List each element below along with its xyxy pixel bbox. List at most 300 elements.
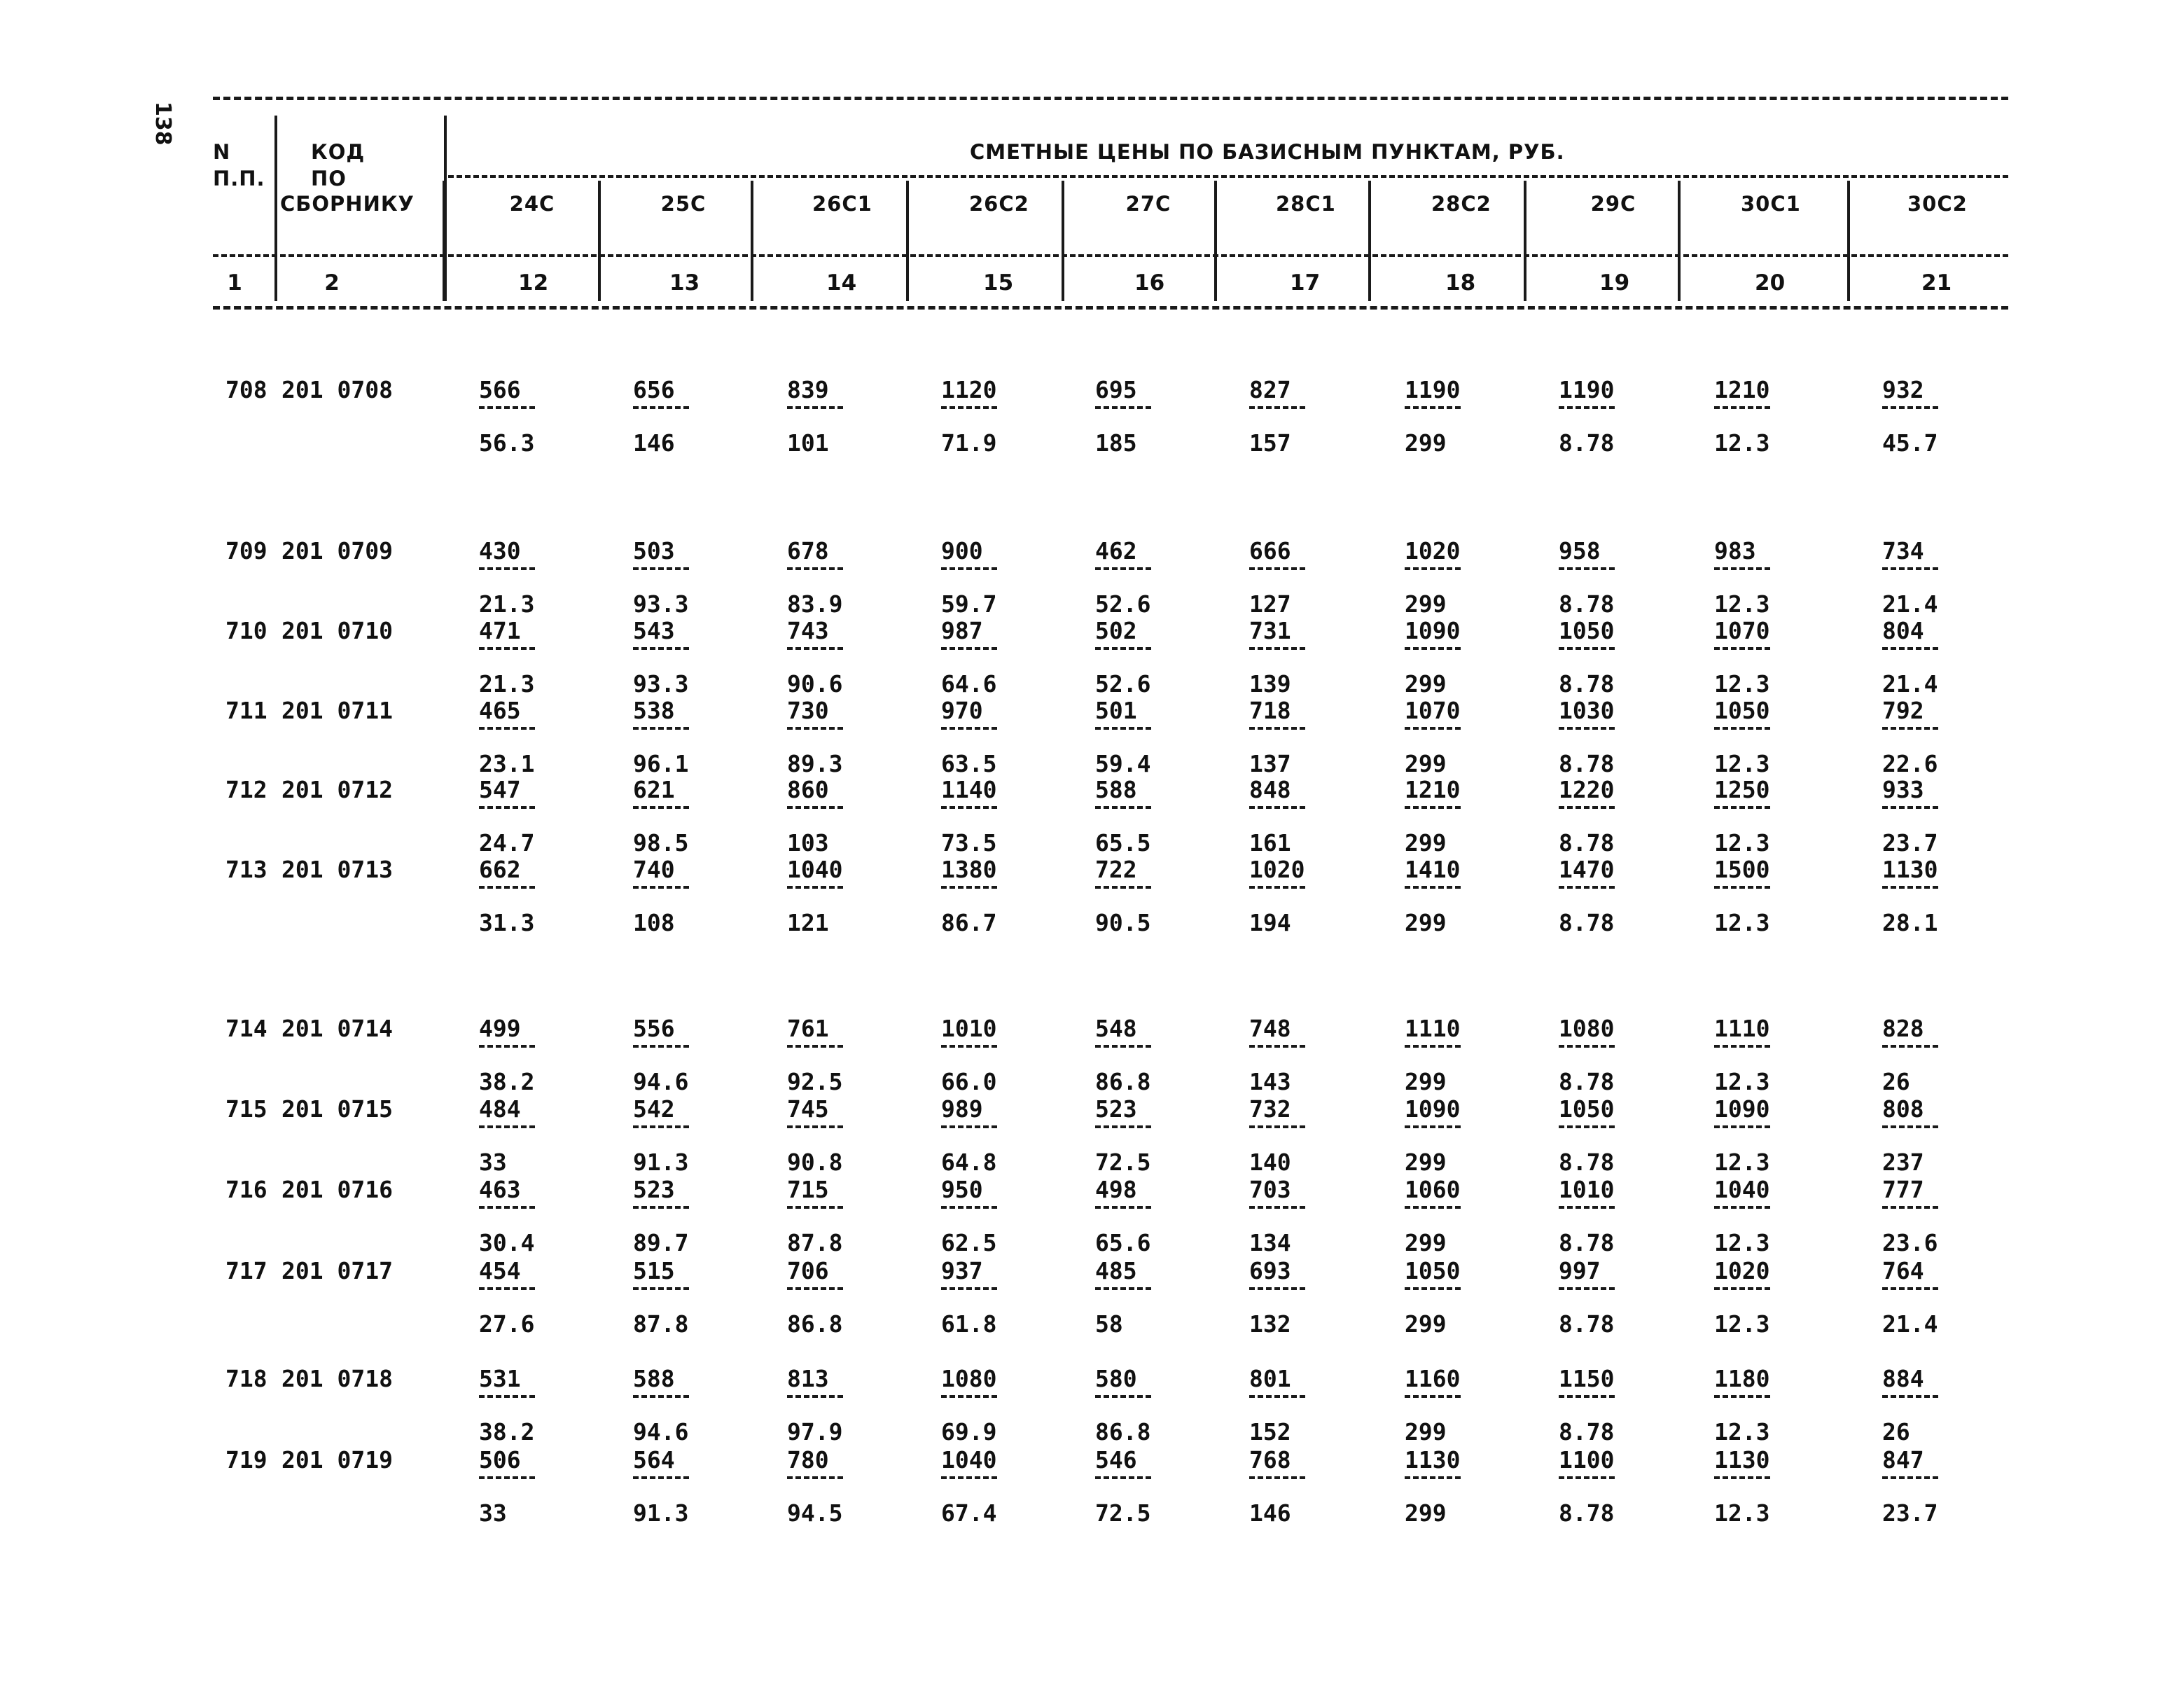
price-value: 1180: [1714, 1365, 1770, 1392]
transport-value: 12.3: [1714, 909, 1770, 936]
price-value: 580: [1095, 1365, 1137, 1392]
fraction-line: [941, 647, 997, 650]
price-value: 1380: [941, 856, 997, 883]
transport-value: 65.5: [1095, 829, 1151, 857]
row-code: 201 0718: [281, 1365, 393, 1392]
transport-value: 63.5: [941, 750, 997, 777]
fraction-line: [787, 1476, 843, 1479]
price-value: 484: [479, 1095, 521, 1123]
column-number: 20: [1755, 270, 1786, 296]
point-header: 29С: [1590, 192, 1636, 216]
fraction-line: [479, 1206, 535, 1209]
fraction-line: [1249, 1125, 1305, 1128]
transport-value: 90.8: [787, 1149, 843, 1176]
fraction-line: [787, 1045, 843, 1048]
transport-value: 8.78: [1559, 1149, 1615, 1176]
price-value: 715: [787, 1176, 829, 1203]
transport-value: 23.1: [479, 750, 535, 777]
transport-value: 101: [787, 429, 829, 457]
price-value: 804: [1882, 617, 1924, 644]
transport-value: 87.8: [633, 1310, 689, 1338]
transport-value: 299: [1405, 750, 1447, 777]
fraction-line: [1559, 727, 1615, 730]
transport-value: 72.5: [1095, 1149, 1151, 1176]
fraction-line: [1405, 647, 1461, 650]
fraction-line: [1714, 1206, 1770, 1209]
header-mid-rule: [448, 175, 2008, 178]
price-value: 792: [1882, 697, 1924, 724]
point-column-divider: [598, 181, 601, 301]
fraction-line: [1714, 727, 1770, 730]
fraction-line: [479, 567, 535, 570]
row-code: 201 0712: [281, 776, 393, 803]
point-header: 30С1: [1741, 192, 1801, 216]
fraction-line: [1249, 1045, 1305, 1048]
fraction-line: [1405, 886, 1461, 889]
point-column-divider: [751, 181, 753, 301]
fraction-line: [1405, 567, 1461, 570]
transport-value: 146: [633, 429, 675, 457]
fraction-line: [1882, 1395, 1938, 1398]
transport-value: 93.3: [633, 590, 689, 618]
transport-value: 86.8: [1095, 1418, 1151, 1445]
price-value: 1040: [941, 1446, 997, 1473]
price-value: 1090: [1405, 617, 1461, 644]
fraction-line: [1559, 567, 1615, 570]
price-value: 1050: [1559, 1095, 1615, 1123]
fraction-line: [1559, 806, 1615, 809]
fraction-line: [633, 647, 689, 650]
price-value: 430: [479, 537, 521, 564]
fraction-line: [1714, 406, 1770, 409]
transport-value: 8.78: [1559, 1068, 1615, 1095]
transport-value: 8.78: [1559, 1229, 1615, 1256]
row-code: 201 0717: [281, 1257, 393, 1284]
fraction-line: [633, 1395, 689, 1398]
fraction-line: [1559, 1287, 1615, 1290]
fraction-line: [479, 727, 535, 730]
price-value: 813: [787, 1365, 829, 1392]
header-colnum-rule: [213, 254, 2008, 257]
price-value: 989: [941, 1095, 983, 1123]
header-code3: СБОРНИКУ: [280, 192, 415, 216]
fraction-line: [1249, 806, 1305, 809]
transport-value: 87.8: [787, 1229, 843, 1256]
price-value: 588: [633, 1365, 675, 1392]
price-value: 666: [1249, 537, 1291, 564]
row-number: 715: [225, 1095, 267, 1123]
price-value: 1080: [941, 1365, 997, 1392]
fraction-line: [1095, 406, 1151, 409]
fraction-line: [787, 1206, 843, 1209]
fraction-line: [941, 886, 997, 889]
transport-value: 86.7: [941, 909, 997, 936]
fraction-line: [1559, 1125, 1615, 1128]
fraction-line: [1405, 406, 1461, 409]
price-value: 1210: [1405, 776, 1461, 803]
transport-value: 146: [1249, 1499, 1291, 1527]
fraction-line: [479, 406, 535, 409]
transport-value: 143: [1249, 1068, 1291, 1095]
transport-value: 134: [1249, 1229, 1291, 1256]
transport-value: 8.78: [1559, 1499, 1615, 1527]
page-number: 138: [151, 102, 175, 146]
row-number: 708: [225, 376, 267, 403]
point-column-divider: [1062, 181, 1064, 301]
fraction-line: [941, 806, 997, 809]
transport-value: 98.5: [633, 829, 689, 857]
transport-value: 140: [1249, 1149, 1291, 1176]
price-value: 745: [787, 1095, 829, 1123]
fraction-line: [1559, 1395, 1615, 1398]
price-value: 471: [479, 617, 521, 644]
fraction-line: [1882, 1206, 1938, 1209]
row-number: 717: [225, 1257, 267, 1284]
price-value: 900: [941, 537, 983, 564]
fraction-line: [633, 1125, 689, 1128]
column-number: 1: [227, 270, 242, 296]
fraction-line: [479, 806, 535, 809]
price-value: 531: [479, 1365, 521, 1392]
transport-value: 8.78: [1559, 590, 1615, 618]
fraction-line: [1559, 1045, 1615, 1048]
fraction-line: [1095, 886, 1151, 889]
price-value: 1090: [1405, 1095, 1461, 1123]
transport-value: 94.6: [633, 1418, 689, 1445]
fraction-line: [633, 727, 689, 730]
price-value: 731: [1249, 617, 1291, 644]
fraction-line: [1559, 886, 1615, 889]
transport-value: 69.9: [941, 1418, 997, 1445]
fraction-line: [1882, 806, 1938, 809]
fraction-line: [1095, 806, 1151, 809]
fraction-line: [479, 886, 535, 889]
price-value: 764: [1882, 1257, 1924, 1284]
fraction-line: [633, 567, 689, 570]
fraction-line: [941, 727, 997, 730]
transport-value: 23.7: [1882, 1499, 1938, 1527]
transport-value: 12.3: [1714, 1310, 1770, 1338]
price-value: 656: [633, 376, 675, 403]
price-value: 542: [633, 1095, 675, 1123]
fraction-line: [1559, 1476, 1615, 1479]
price-value: 839: [787, 376, 829, 403]
transport-value: 94.6: [633, 1068, 689, 1095]
row-number: 714: [225, 1015, 267, 1042]
transport-value: 12.3: [1714, 1068, 1770, 1095]
transport-value: 33: [479, 1149, 507, 1176]
fraction-line: [633, 806, 689, 809]
price-value: 506: [479, 1446, 521, 1473]
price-value: 695: [1095, 376, 1137, 403]
fraction-line: [1095, 1395, 1151, 1398]
fraction-line: [1882, 727, 1938, 730]
fraction-line: [1714, 886, 1770, 889]
row-code: 201 0709: [281, 537, 393, 564]
price-value: 1130: [1714, 1446, 1770, 1473]
fraction-line: [1095, 1476, 1151, 1479]
transport-value: 194: [1249, 909, 1291, 936]
transport-value: 121: [787, 909, 829, 936]
column-number: 2: [324, 270, 340, 296]
price-value: 987: [941, 617, 983, 644]
price-value: 997: [1559, 1257, 1601, 1284]
transport-value: 299: [1405, 829, 1447, 857]
column-number: 13: [669, 270, 700, 296]
transport-value: 52.6: [1095, 590, 1151, 618]
transport-value: 108: [633, 909, 675, 936]
fraction-line: [1714, 567, 1770, 570]
price-value: 703: [1249, 1176, 1291, 1203]
transport-value: 8.78: [1559, 750, 1615, 777]
row-number: 709: [225, 537, 267, 564]
transport-value: 26: [1882, 1418, 1910, 1445]
transport-value: 21.3: [479, 590, 535, 618]
row-code: 201 0711: [281, 697, 393, 724]
fraction-line: [1249, 1206, 1305, 1209]
fraction-line: [1095, 647, 1151, 650]
point-column-divider: [1678, 181, 1681, 301]
header-main-title: СМЕТНЫЕ ЦЕНЫ ПО БАЗИСНЫМ ПУНКТАМ, РУБ.: [970, 140, 1565, 164]
price-value: 780: [787, 1446, 829, 1473]
transport-value: 58: [1095, 1310, 1123, 1338]
fraction-line: [1714, 1045, 1770, 1048]
price-value: 462: [1095, 537, 1137, 564]
fraction-line: [633, 1206, 689, 1209]
transport-value: 8.78: [1559, 429, 1615, 457]
fraction-line: [1249, 727, 1305, 730]
header-code: КОД: [311, 140, 366, 164]
fraction-line: [941, 406, 997, 409]
transport-value: 86.8: [787, 1310, 843, 1338]
fraction-line: [941, 567, 997, 570]
point-header: 26С2: [969, 192, 1029, 216]
price-value: 1040: [1714, 1176, 1770, 1203]
fraction-line: [787, 567, 843, 570]
transport-value: 8.78: [1559, 1418, 1615, 1445]
fraction-line: [1095, 1045, 1151, 1048]
fraction-line: [1714, 647, 1770, 650]
fraction-line: [941, 1395, 997, 1398]
transport-value: 92.5: [787, 1068, 843, 1095]
transport-value: 8.78: [1559, 829, 1615, 857]
price-value: 1050: [1405, 1257, 1461, 1284]
price-value: 498: [1095, 1176, 1137, 1203]
price-value: 515: [633, 1257, 675, 1284]
price-value: 588: [1095, 776, 1137, 803]
price-value: 933: [1882, 776, 1924, 803]
transport-value: 72.5: [1095, 1499, 1151, 1527]
point-column-divider: [1524, 181, 1526, 301]
fraction-line: [1405, 1125, 1461, 1128]
point-column-divider: [1847, 181, 1850, 301]
row-number: 719: [225, 1446, 267, 1473]
point-column-divider: [1368, 181, 1371, 301]
price-value: 722: [1095, 856, 1137, 883]
price-value: 465: [479, 697, 521, 724]
transport-value: 12.3: [1714, 590, 1770, 618]
transport-value: 73.5: [941, 829, 997, 857]
transport-value: 23.7: [1882, 829, 1938, 857]
price-value: 932: [1882, 376, 1924, 403]
price-value: 1500: [1714, 856, 1770, 883]
fraction-line: [1882, 567, 1938, 570]
price-value: 1190: [1559, 376, 1615, 403]
transport-value: 299: [1405, 429, 1447, 457]
price-value: 502: [1095, 617, 1137, 644]
transport-value: 8.78: [1559, 1310, 1615, 1338]
transport-value: 21.4: [1882, 1310, 1938, 1338]
fraction-line: [1714, 1395, 1770, 1398]
fraction-line: [1249, 1395, 1305, 1398]
row-code: 201 0715: [281, 1095, 393, 1123]
transport-value: 90.5: [1095, 909, 1151, 936]
fraction-line: [941, 1045, 997, 1048]
fraction-line: [1882, 647, 1938, 650]
transport-value: 26: [1882, 1068, 1910, 1095]
point-header: 26С1: [812, 192, 872, 216]
transport-value: 90.6: [787, 670, 843, 698]
fraction-line: [787, 806, 843, 809]
fraction-line: [1714, 1287, 1770, 1290]
fraction-line: [633, 406, 689, 409]
price-value: 693: [1249, 1257, 1291, 1284]
column-number: 16: [1134, 270, 1165, 296]
transport-value: 127: [1249, 590, 1291, 618]
price-value: 768: [1249, 1446, 1291, 1473]
price-value: 1060: [1405, 1176, 1461, 1203]
fraction-line: [633, 1287, 689, 1290]
price-value: 748: [1249, 1015, 1291, 1042]
point-header: 27С: [1125, 192, 1171, 216]
price-value: 958: [1559, 537, 1601, 564]
transport-value: 137: [1249, 750, 1291, 777]
fraction-line: [941, 1206, 997, 1209]
price-value: 860: [787, 776, 829, 803]
transport-value: 22.6: [1882, 750, 1938, 777]
transport-value: 94.5: [787, 1499, 843, 1527]
fraction-line: [787, 886, 843, 889]
fraction-line: [1249, 886, 1305, 889]
fraction-line: [787, 1125, 843, 1128]
column-number: 12: [518, 270, 549, 296]
fraction-line: [479, 1395, 535, 1398]
transport-value: 12.3: [1714, 429, 1770, 457]
column-number: 21: [1921, 270, 1952, 296]
transport-value: 28.1: [1882, 909, 1938, 936]
transport-value: 56.3: [479, 429, 535, 457]
transport-value: 23.6: [1882, 1229, 1938, 1256]
fraction-line: [479, 647, 535, 650]
price-value: 503: [633, 537, 675, 564]
point-header: 28С1: [1276, 192, 1336, 216]
row-code: 201 0713: [281, 856, 393, 883]
row-number: 713: [225, 856, 267, 883]
price-value: 1020: [1249, 856, 1305, 883]
transport-value: 38.2: [479, 1068, 535, 1095]
fraction-line: [1882, 1045, 1938, 1048]
fraction-line: [941, 1125, 997, 1128]
price-value: 1210: [1714, 376, 1770, 403]
fraction-line: [1882, 1287, 1938, 1290]
price-value: 1150: [1559, 1365, 1615, 1392]
fraction-line: [1405, 1045, 1461, 1048]
row-number: 716: [225, 1176, 267, 1203]
transport-value: 139: [1249, 670, 1291, 698]
fraction-line: [479, 1287, 535, 1290]
fraction-line: [1249, 567, 1305, 570]
price-value: 499: [479, 1015, 521, 1042]
transport-value: 86.8: [1095, 1068, 1151, 1095]
transport-value: 299: [1405, 1499, 1447, 1527]
fraction-line: [1095, 567, 1151, 570]
point-column-divider: [1214, 181, 1217, 301]
fraction-line: [1405, 727, 1461, 730]
price-value: 501: [1095, 697, 1137, 724]
transport-value: 27.6: [479, 1310, 535, 1338]
transport-value: 12.3: [1714, 670, 1770, 698]
fraction-line: [1882, 886, 1938, 889]
transport-value: 21.4: [1882, 670, 1938, 698]
price-value: 547: [479, 776, 521, 803]
transport-value: 12.3: [1714, 750, 1770, 777]
fraction-line: [1249, 1287, 1305, 1290]
row-number: 711: [225, 697, 267, 724]
transport-value: 237: [1882, 1149, 1924, 1176]
price-value: 1110: [1405, 1015, 1461, 1042]
point-header: 25С: [660, 192, 707, 216]
price-value: 1470: [1559, 856, 1615, 883]
fraction-line: [1559, 647, 1615, 650]
row-code: 201 0716: [281, 1176, 393, 1203]
fraction-line: [941, 1476, 997, 1479]
transport-value: 12.3: [1714, 829, 1770, 857]
fraction-line: [479, 1125, 535, 1128]
fraction-line: [1405, 1395, 1461, 1398]
price-value: 828: [1882, 1015, 1924, 1042]
header-bottom-rule: [213, 306, 2008, 310]
price-value: 1110: [1714, 1015, 1770, 1042]
price-value: 546: [1095, 1446, 1137, 1473]
transport-value: 59.4: [1095, 750, 1151, 777]
header-np: N: [213, 140, 231, 164]
price-value: 740: [633, 856, 675, 883]
price-value: 1130: [1405, 1446, 1461, 1473]
point-column-divider: [443, 181, 445, 301]
transport-value: 185: [1095, 429, 1137, 457]
transport-value: 8.78: [1559, 670, 1615, 698]
price-value: 1410: [1405, 856, 1461, 883]
price-value: 1090: [1714, 1095, 1770, 1123]
fraction-line: [1249, 1476, 1305, 1479]
price-value: 1020: [1405, 537, 1461, 564]
transport-value: 96.1: [633, 750, 689, 777]
transport-value: 21.4: [1882, 590, 1938, 618]
price-value: 827: [1249, 376, 1291, 403]
fraction-line: [941, 1287, 997, 1290]
price-value: 1010: [941, 1015, 997, 1042]
point-header: 30С2: [1907, 192, 1968, 216]
price-value: 884: [1882, 1365, 1924, 1392]
fraction-line: [479, 1476, 535, 1479]
fraction-line: [1882, 1125, 1938, 1128]
transport-value: 97.9: [787, 1418, 843, 1445]
fraction-line: [1095, 1287, 1151, 1290]
price-value: 1040: [787, 856, 843, 883]
price-value: 848: [1249, 776, 1291, 803]
transport-value: 299: [1405, 1418, 1447, 1445]
price-value: 1070: [1714, 617, 1770, 644]
